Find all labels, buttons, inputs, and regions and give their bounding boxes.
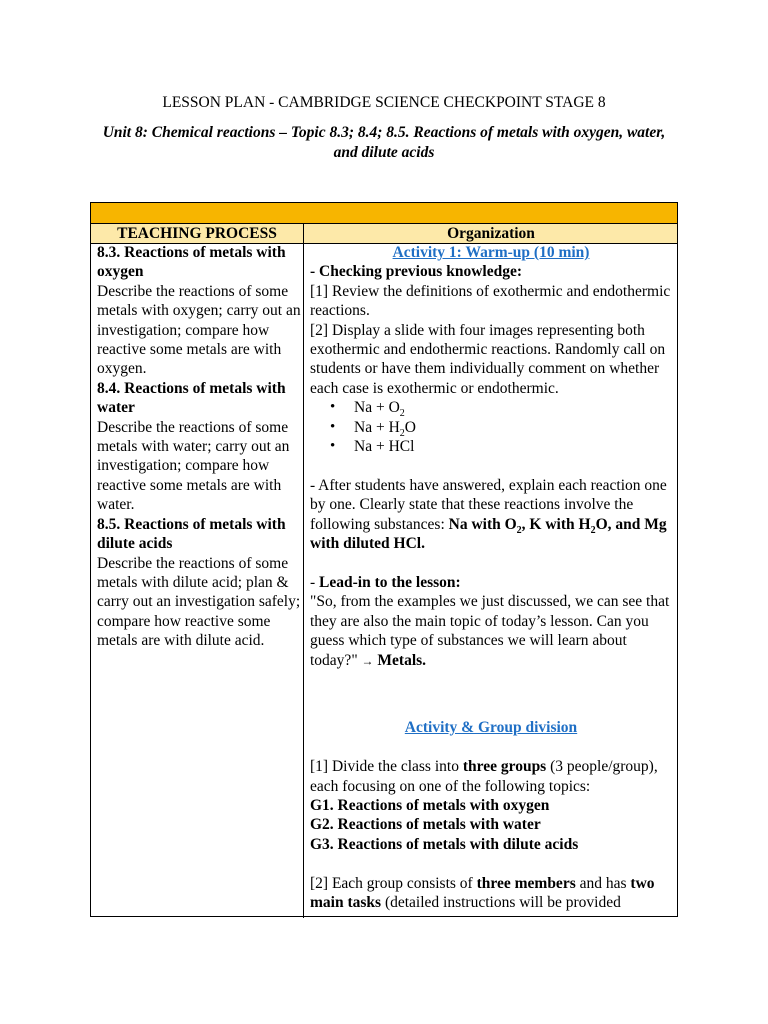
group-item: G1. Reactions of metals with oxygen xyxy=(310,796,550,814)
header-organization: Organization xyxy=(447,225,535,242)
explanation-paragraph: - After students have answered, explain each reaction one by one. Clearly state that these reactions involve the following substances: Na with $O_2$, K with $H_2O$, and Mg with diluted HCl. xyxy=(310,476,667,553)
header-teaching-process: TEACHING PROCESS xyxy=(117,225,277,242)
organization-column xyxy=(310,243,672,912)
activity-1-title[interactable]: Activity 1: Warm-up (10 min) xyxy=(392,244,590,261)
arrow-right-icon: → xyxy=(361,653,374,668)
topic-heading: 8.5. Reactions of metals with dilute acids xyxy=(97,515,286,553)
topic-heading: 8.4. Reactions of metals with water xyxy=(97,379,286,417)
group-item: G2. Reactions of metals with water xyxy=(310,816,541,834)
topic-heading: 8.3. Reactions of metals with oxygen xyxy=(97,244,286,281)
activity-2-title[interactable]: Activity & Group division xyxy=(404,719,578,737)
lead-in-text: "So, from the examples we just discussed, we can see that they are also the main topic of today’s lesson. Can you guess which type of substances we will learn about today?" → Metals. xyxy=(310,593,670,669)
lead-in-heading: - Lead-in to the lesson: xyxy=(310,573,461,591)
table-top-bar xyxy=(91,203,677,224)
step-2-text: [2] Display a slide with four images representing both exothermic and endothermic reactions. Randomly call on students or have them individually comment on whether each case is exothermic or endothermic. xyxy=(310,321,666,397)
topic-description: Describe the reactions of some metals with water; carry out an investigation; compare how reactive some metals are with water. xyxy=(97,418,290,514)
page-subtitle: Unit 8: Chemical reactions – Topic 8.3; 8.4; 8.5. Reactions of metals with oxygen, water, and dilute acids xyxy=(102,124,666,161)
group-members-text: [2] Each group consists of three members and has two main tasks (detailed instructions will be provided xyxy=(310,874,655,911)
checking-knowledge-heading: - Checking previous knowledge: xyxy=(310,263,522,281)
step-1-text: [1] Review the definitions of exothermic and endothermic reactions. xyxy=(310,282,671,320)
page-title: LESSON PLAN - CAMBRIDGE SCIENCE CHECKPOINT STAGE 8 xyxy=(162,94,606,111)
reaction-item: • $Na + H_2O$ xyxy=(354,418,672,437)
table-header-row xyxy=(91,224,677,244)
reaction-item: • $Na + O_2$ xyxy=(354,398,672,417)
column-divider xyxy=(303,224,304,918)
group-item: G3. Reactions of metals with dilute acids xyxy=(310,835,579,853)
reaction-list xyxy=(310,398,672,456)
teaching-process-column xyxy=(97,243,301,651)
group-division-text: [1] Divide the class into three groups (3 people/group), each focusing on one of the following topics: xyxy=(310,758,658,795)
lesson-plan-table xyxy=(90,202,678,917)
reaction-item: • Na + HCl xyxy=(354,437,672,456)
topic-description: Describe the reactions of some metals with dilute acid; plan & carry out an investigation safely; compare how reactive some metals are with dilute acid. xyxy=(97,554,301,650)
topic-description: Describe the reactions of some metals with oxygen; carry out an investigation; compare how reactive some metals are with oxygen. xyxy=(97,282,301,378)
